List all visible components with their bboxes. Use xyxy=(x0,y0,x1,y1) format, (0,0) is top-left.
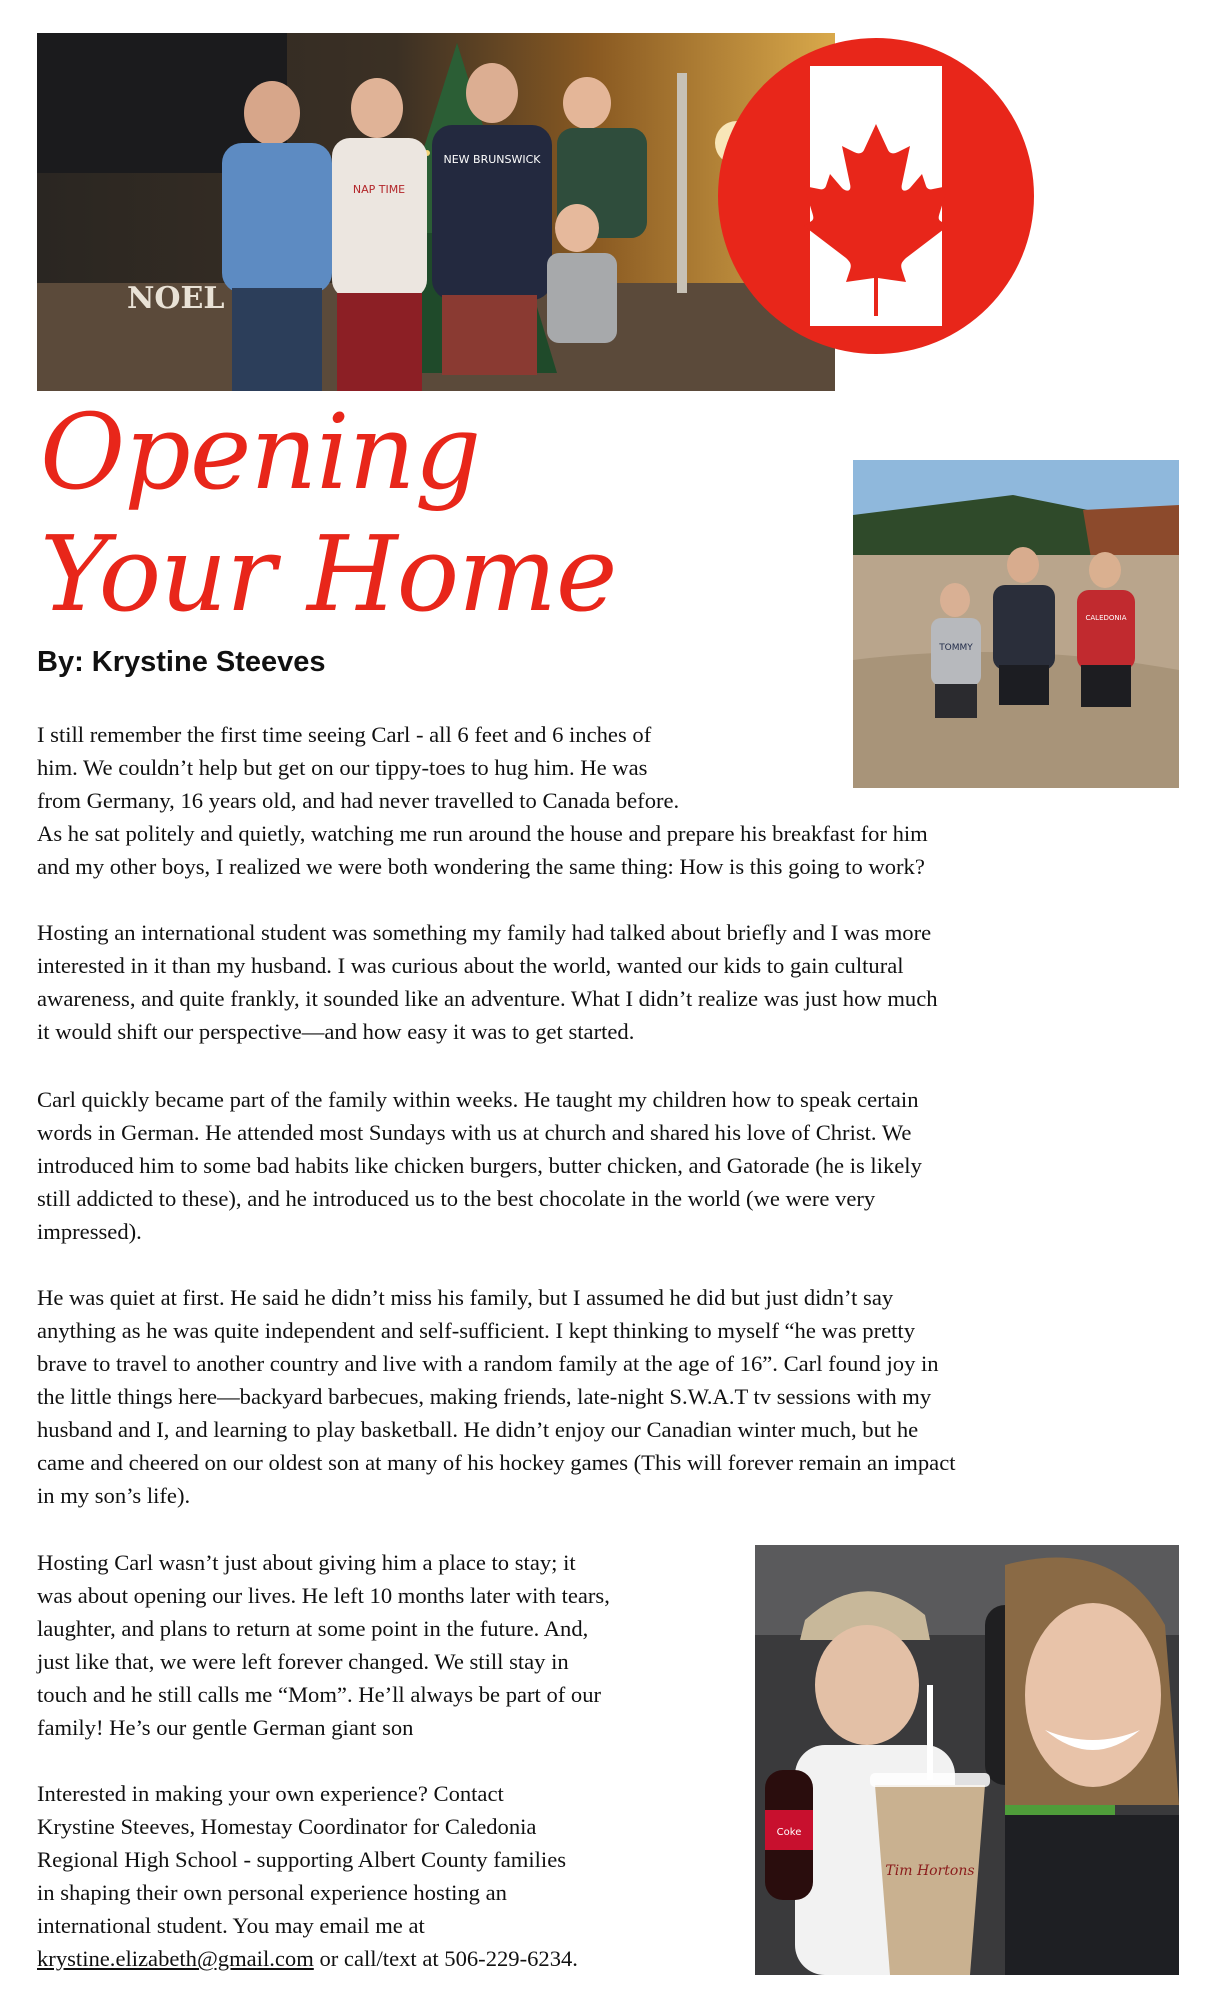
family-photo xyxy=(37,33,835,391)
paragraph-line: touch and he still calls me “Mom”. He’ll always be part of our xyxy=(37,1682,602,1707)
paragraph-line: just like that, we were left forever changed. We still stay in xyxy=(37,1649,569,1674)
paragraph-line: international student. You may email me at xyxy=(37,1913,425,1938)
car-selfie-photo xyxy=(755,1545,1179,1975)
paragraph-line: He was quiet at first. He said he didn’t miss his family, but I assumed he did but just didn’t say xyxy=(37,1285,894,1310)
paragraph-2 xyxy=(37,916,938,1048)
paragraph-line: husband and I, and learning to play basketball. He didn’t enjoy our Canadian winter much, but he xyxy=(37,1417,919,1442)
paragraph-line: I still remember the first time seeing Carl - all 6 feet and 6 inches of xyxy=(37,722,652,747)
paragraph-line: it would shift our perspective—and how easy it was to get started. xyxy=(37,1019,635,1044)
paragraph-line: from Germany, 16 years old, and had never travelled to Canada before. xyxy=(37,788,680,813)
title-line-1: Opening xyxy=(40,391,481,513)
paragraph-5 xyxy=(37,1546,610,1744)
paragraph-line: brave to travel to another country and live with a random family at the age of 16”. Carl found joy in xyxy=(37,1351,939,1376)
paragraph-contact xyxy=(37,1777,578,1975)
email-link[interactable]: krystine.elizabeth@gmail.com xyxy=(37,1946,314,1971)
paragraph-line: him. We couldn’t help but get on our tippy-toes to hug him. He was xyxy=(37,755,648,780)
noel-sign-text: NOEL xyxy=(127,281,225,316)
title-line-2: Your Home xyxy=(40,513,617,635)
paragraph-line: came and cheered on our oldest son at many of his hockey games (This will forever remain an impact xyxy=(37,1450,956,1475)
paragraph-line: still addicted to these), and he introduced us to the best chocolate in the world (we were very xyxy=(37,1186,876,1211)
paragraph-line: anything as he was quite independent and self-sufficient. I kept thinking to myself “he was pretty xyxy=(37,1318,916,1343)
paragraph-line: interested in it than my husband. I was curious about the world, wanted our kids to gain cultural xyxy=(37,953,904,978)
paragraph-3 xyxy=(37,1083,922,1248)
paragraph-line: laughter, and plans to return at some point in the future. And, xyxy=(37,1616,589,1641)
byline: By: Krystine Steeves xyxy=(37,646,326,678)
paragraph-line: Interested in making your own experience? Contact xyxy=(37,1781,504,1806)
paragraph-line: awareness, and quite frankly, it sounded like an adventure. What I didn’t realize was just how much xyxy=(37,986,938,1011)
paragraph-line: Krystine Steeves, Homestay Coordinator for Caledonia xyxy=(37,1814,537,1839)
beach-shirt-text-1: TOMMY xyxy=(939,643,973,653)
paragraph-line: in my son’s life). xyxy=(37,1483,191,1508)
paragraph-line: As he sat politely and quietly, watching me run around the house and prepare his breakfast for him xyxy=(37,821,928,846)
paragraph-line: introduced him to some bad habits like chicken burgers, butter chicken, and Gatorade (he is likely xyxy=(37,1153,922,1178)
beach-shirt-text-2: CALEDONIA xyxy=(1085,614,1127,622)
paragraph-line: was about opening our lives. He left 10 months later with tears, xyxy=(37,1583,610,1608)
paragraph-line: Hosting Carl wasn’t just about giving him a place to stay; it xyxy=(37,1550,576,1575)
paragraph-line: in shaping their own personal experience hosting an xyxy=(37,1880,507,1905)
bottle-label: Coke xyxy=(776,1827,802,1838)
paragraph-line: Carl quickly became part of the family within weeks. He taught my children how to speak certain xyxy=(37,1087,919,1112)
paragraph-line: Hosting an international student was something my family had talked about briefly and I was more xyxy=(37,920,932,945)
paragraph-1 xyxy=(37,718,928,883)
paragraph-4 xyxy=(37,1281,956,1512)
paragraph-line: words in German. He attended most Sundays with us at church and shared his love of Christ. We xyxy=(37,1120,912,1145)
canada-flag-badge xyxy=(718,38,1034,354)
paragraph-line: family! He’s our gentle German giant son xyxy=(37,1715,414,1740)
paragraph-line: the little things here—backyard barbecues, making friends, late-night S.W.A.T tv sessions with my xyxy=(37,1384,932,1409)
shirt-text-nap: NAP TIME xyxy=(352,183,406,196)
paragraph-line: impressed). xyxy=(37,1219,142,1244)
paragraph-line: Regional High School - supporting Albert County families xyxy=(37,1847,567,1872)
cup-label: Tim Hortons xyxy=(885,1863,975,1879)
shirt-text-nb: NEW BRUNSWICK xyxy=(443,153,541,166)
paragraph-line: and my other boys, I realized we were both wondering the same thing: How is this going to work? xyxy=(37,854,925,879)
contact-line xyxy=(37,1942,578,1975)
phone-text: or call/text at 506-229-6234. xyxy=(313,1946,578,1971)
